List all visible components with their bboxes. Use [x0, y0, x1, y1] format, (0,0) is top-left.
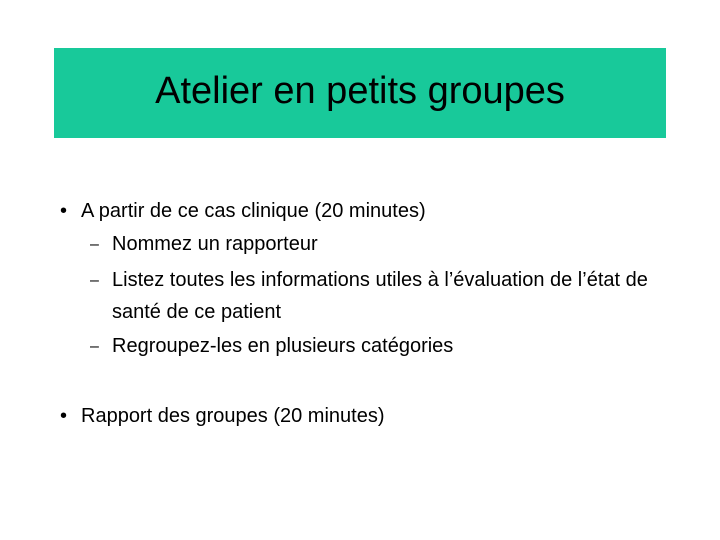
sub-bullet-text: Nommez un rapporteur — [112, 233, 318, 255]
dash-icon: – — [90, 338, 99, 355]
dash-icon: – — [90, 272, 99, 289]
sub-bullet-item — [90, 228, 672, 261]
bullet-item — [60, 195, 426, 227]
sub-bullet-item — [90, 264, 672, 328]
title-banner — [54, 48, 666, 138]
bullet-item — [60, 400, 385, 432]
sub-bullet-text: Regroupez-les en plusieurs catégories — [112, 335, 454, 357]
sub-bullet-item — [90, 330, 672, 363]
bullet-icon: • — [60, 200, 68, 222]
sub-bullet-text: Listez toutes les informations utiles à l’évaluation de l’état de santé de ce patient — [112, 269, 648, 323]
dash-icon: – — [90, 236, 99, 253]
slide-title: Atelier en petits groupes — [155, 70, 565, 112]
bullet-text: A partir de ce cas clinique (20 minutes) — [81, 200, 426, 222]
bullet-icon: • — [60, 405, 68, 427]
bullet-text: Rapport des groupes (20 minutes) — [81, 405, 385, 427]
